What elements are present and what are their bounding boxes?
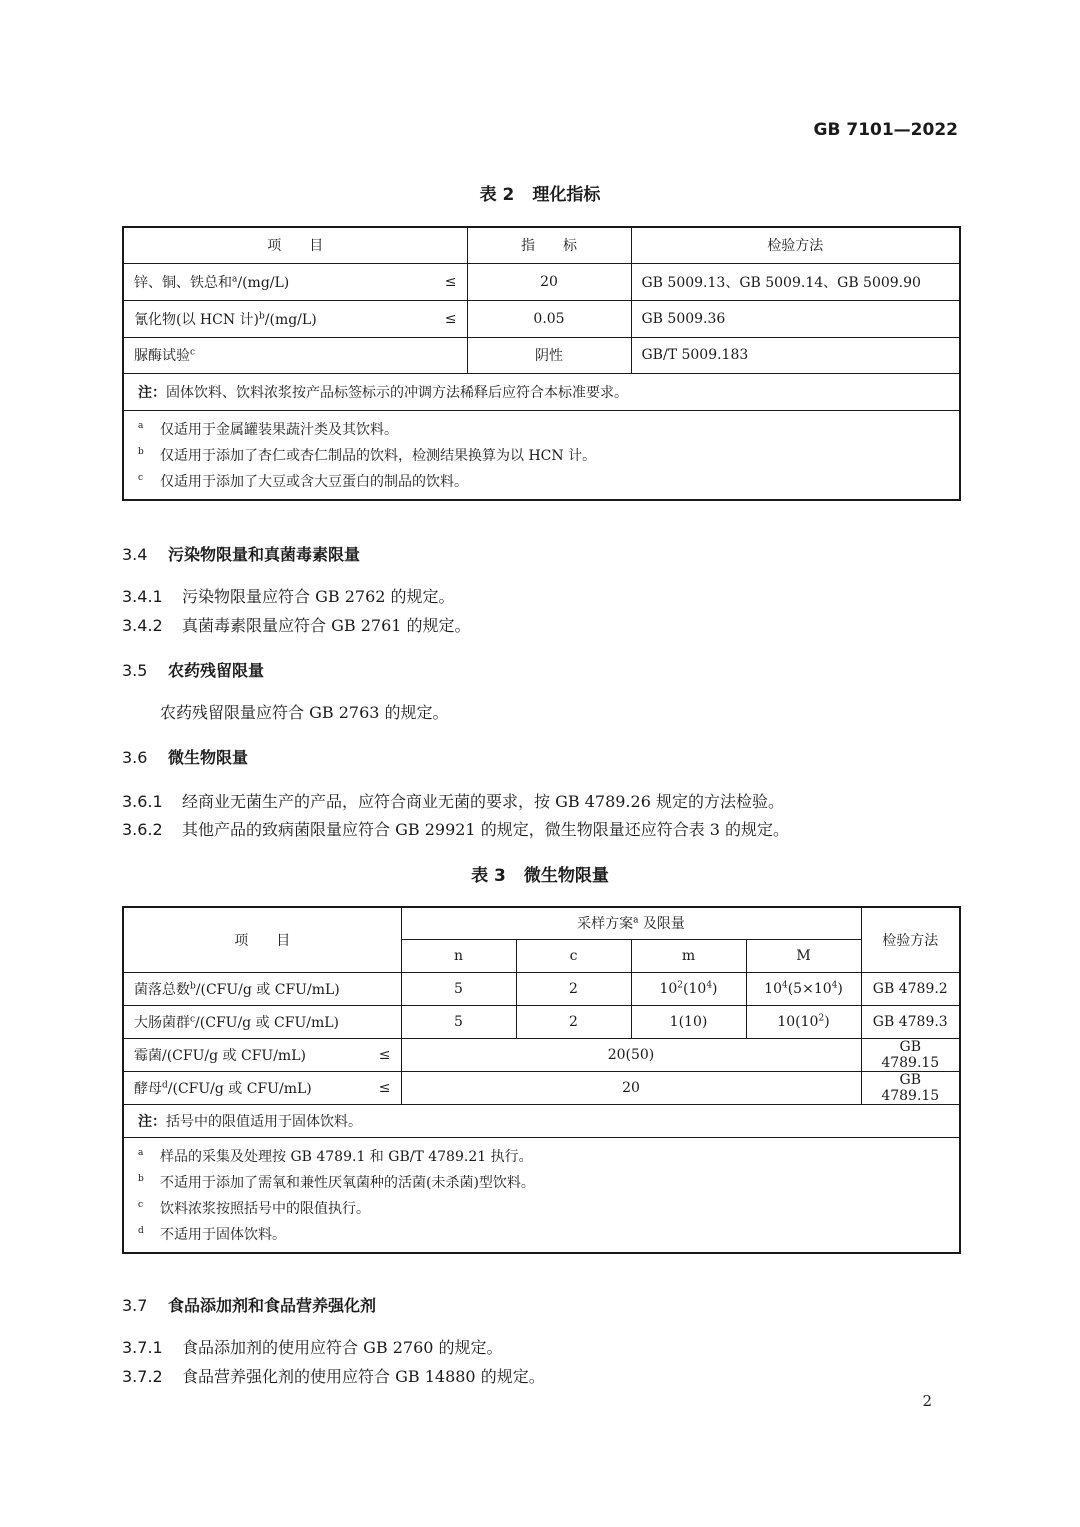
footnote-ref: b — [190, 980, 196, 991]
cell-m — [631, 972, 746, 1005]
row-method: GB 5009.36 — [631, 300, 960, 337]
row-method: GB 5009.13、GB 5009.14、GB 5009.90 — [631, 263, 960, 300]
clause-3-7-1 — [122, 1335, 503, 1358]
cell-M — [746, 1005, 861, 1038]
section-title: 微生物限量 — [168, 748, 249, 767]
M-base: 10 — [764, 980, 782, 997]
section-number: 3.5 — [122, 661, 148, 680]
footnote-mark: a — [138, 1147, 144, 1158]
clause-number: 3.7.2 — [122, 1367, 163, 1386]
footnote-ref: a — [633, 915, 639, 926]
clause-3-4-2 — [122, 613, 471, 636]
section-3-7-heading — [122, 1293, 376, 1316]
clause-number: 3.7.1 — [122, 1338, 163, 1357]
footnote-mark: b — [138, 1173, 144, 1184]
le-symbol: ≤ — [378, 1079, 391, 1096]
table3-head-plan — [401, 907, 861, 939]
clause-3-4-1 — [122, 584, 455, 607]
section-number: 3.6 — [122, 748, 148, 767]
cell-c: 2 — [516, 972, 631, 1005]
row-method: GB/T 5009.183 — [631, 337, 960, 373]
plan-suffix: 及限量 — [638, 916, 685, 933]
row-value: 20 — [467, 263, 631, 300]
row-value: 阴性 — [467, 337, 631, 373]
row-item: 大肠菌群 — [134, 1014, 190, 1031]
table3-head-item: 项 目 — [123, 907, 401, 972]
footnote-text: 饮料浓浆按照括号中的限值执行。 — [160, 1200, 370, 1217]
row-item: 锌、铜、铁总和 — [134, 274, 232, 291]
table2-note — [123, 373, 960, 410]
footnote-mark: c — [138, 472, 144, 483]
M-rest-end: ) — [824, 1013, 830, 1030]
clause-3-6-2 — [122, 817, 789, 840]
clause-text: 经商业无菌生产的产品，应符合商业无菌的要求，按 GB 4789.26 规定的方法检验。 — [182, 792, 784, 811]
clause-text: 污染物限量应符合 GB 2762 的规定。 — [182, 587, 455, 606]
clause-number: 3.6.2 — [122, 820, 163, 839]
section-3-4-heading — [122, 542, 360, 565]
footnote — [138, 417, 945, 443]
note-label: 注： — [138, 1113, 166, 1130]
row-item: 氰化物(以 HCN 计) — [134, 311, 259, 328]
subhead-c: c — [516, 939, 631, 972]
table-row — [123, 972, 960, 1005]
footnote-mark: a — [138, 420, 144, 431]
cell-limit: 20(50) — [401, 1038, 861, 1071]
table-row — [123, 1038, 960, 1071]
table-row — [123, 263, 960, 300]
footnote-mark: d — [138, 1225, 144, 1236]
table-row — [123, 1005, 960, 1038]
table3-caption-label: 表 3 — [471, 866, 506, 886]
note-text: 括号中的限值适用于固体饮料。 — [166, 1113, 362, 1130]
clause-3-7-2 — [122, 1364, 545, 1387]
row-unit: /(CFU/g 或 CFU/mL) — [162, 1047, 306, 1064]
table3-footnotes — [123, 1137, 960, 1253]
footnote-text: 样品的采集及处理按 GB 4789.1 和 GB/T 4789.21 执行。 — [160, 1148, 533, 1165]
table2-caption-label: 表 2 — [479, 185, 515, 205]
M-exp: 4 — [781, 979, 788, 990]
footnote-ref: b — [259, 310, 265, 321]
table2 — [122, 226, 961, 501]
footnote-ref: c — [190, 1013, 196, 1024]
footnote-ref: d — [162, 1079, 168, 1090]
section-3-6-heading — [122, 745, 248, 768]
cell-m: 1(10) — [631, 1005, 746, 1038]
table2-footnotes — [123, 410, 960, 500]
row-value: 0.05 — [467, 300, 631, 337]
footnote — [138, 1170, 945, 1196]
section-number: 3.4 — [122, 545, 148, 564]
M-exp: 2 — [818, 1012, 825, 1023]
m-rest-end: ) — [712, 980, 718, 997]
M-rest: (5×10 — [787, 980, 832, 997]
footnote — [138, 1196, 945, 1222]
footnote — [138, 443, 945, 469]
clause-3-5-text: 农药残留限量应符合 GB 2763 的规定。 — [160, 703, 449, 722]
m-exp: 2 — [677, 979, 684, 990]
table3-note — [123, 1104, 960, 1137]
cell-c: 2 — [516, 1005, 631, 1038]
note-label: 注： — [138, 384, 166, 401]
clause-number: 3.4.2 — [122, 616, 163, 635]
clause-3-6-1 — [122, 789, 784, 812]
table-row — [123, 300, 960, 337]
le-symbol: ≤ — [378, 1046, 391, 1063]
table2-head-item: 项 目 — [123, 227, 467, 263]
row-item: 脲酶试验 — [134, 348, 190, 364]
table3-caption — [0, 861, 1080, 886]
row-item: 菌落总数 — [134, 981, 190, 998]
table2-head-value: 指 标 — [467, 227, 631, 263]
le-symbol: ≤ — [444, 310, 457, 327]
table-row — [123, 1071, 960, 1104]
section-title: 农药残留限量 — [168, 661, 265, 680]
m-rest: (10 — [683, 980, 707, 997]
subhead-n: n — [401, 939, 516, 972]
cell-n: 5 — [401, 1005, 516, 1038]
M-exp2: 4 — [831, 979, 838, 990]
footnote-mark: b — [138, 446, 144, 457]
section-title: 污染物限量和真菌毒素限量 — [168, 545, 361, 564]
footnote — [138, 1144, 945, 1170]
section-title: 食品添加剂和食品营养强化剂 — [168, 1296, 377, 1315]
footnote — [138, 1222, 945, 1248]
subhead-M: M — [746, 939, 861, 972]
row-item: 霉菌 — [134, 1047, 162, 1064]
clause-text: 真菌毒素限量应符合 GB 2761 的规定。 — [182, 616, 471, 635]
note-text: 固体饮料、饮料浓浆按产品标签标示的冲调方法稀释后应符合本标准要求。 — [166, 384, 628, 401]
cell-limit: 20 — [401, 1071, 861, 1104]
standard-code: GB 7101—2022 — [813, 120, 958, 140]
row-unit: /(CFU/g 或 CFU/mL) — [167, 1080, 312, 1097]
footnote-ref: a — [232, 273, 238, 284]
table-row — [123, 337, 960, 373]
cell-method: GB 4789.3 — [861, 1005, 960, 1038]
row-unit: /(CFU/g 或 CFU/mL) — [195, 1014, 340, 1031]
section-3-5-heading — [122, 658, 264, 681]
footnote-text: 仅适用于金属罐装果蔬汁类及其饮料。 — [160, 421, 398, 438]
row-unit: /(mg/L) — [237, 274, 290, 291]
table3-head-method: 检验方法 — [861, 907, 960, 972]
m-exp2: 4 — [706, 979, 713, 990]
le-symbol: ≤ — [444, 273, 457, 290]
footnote-mark: c — [138, 1199, 144, 1210]
table2-caption — [0, 180, 1080, 205]
row-unit: /(CFU/g 或 CFU/mL) — [195, 981, 340, 998]
cell-method: GB 4789.15 — [861, 1071, 960, 1104]
clause-number: 3.4.1 — [122, 587, 163, 606]
row-item: 酵母 — [134, 1080, 162, 1097]
cell-M — [746, 972, 861, 1005]
M-rest-end: ) — [837, 980, 843, 997]
plan-label: 采样方案 — [577, 916, 634, 933]
subhead-m: m — [631, 939, 746, 972]
footnote-text: 不适用于固体饮料。 — [160, 1226, 286, 1243]
table2-caption-title: 理化指标 — [532, 185, 601, 205]
clause-text: 其他产品的致病菌限量应符合 GB 29921 的规定，微生物限量还应符合表 3 的规定。 — [182, 820, 790, 839]
footnote-text: 不适用于添加了需氧和兼性厌氧菌种的活菌(未杀菌)型饮料。 — [160, 1174, 535, 1191]
M-base: 10(10 — [777, 1013, 819, 1030]
page-number: 2 — [922, 1392, 932, 1410]
table3 — [122, 906, 961, 1254]
section-number: 3.7 — [122, 1296, 148, 1315]
cell-method: GB 4789.2 — [861, 972, 960, 1005]
table3-caption-title: 微生物限量 — [523, 866, 609, 886]
footnote — [138, 469, 945, 495]
clause-text: 食品营养强化剂的使用应符合 GB 14880 的规定。 — [182, 1367, 545, 1386]
cell-method: GB 4789.15 — [861, 1038, 960, 1071]
table2-head-method: 检验方法 — [631, 227, 960, 263]
cell-n: 5 — [401, 972, 516, 1005]
clause-text: 食品添加剂的使用应符合 GB 2760 的规定。 — [182, 1338, 503, 1357]
m-base: 10 — [659, 980, 678, 997]
clause-number: 3.6.1 — [122, 792, 163, 811]
footnote-text: 仅适用于添加了大豆或含大豆蛋白的制品的饮料。 — [160, 473, 468, 490]
row-unit: /(mg/L) — [264, 311, 317, 328]
footnote-text: 仅适用于添加了杏仁或杏仁制品的饮料，检测结果换算为以 HCN 计。 — [160, 447, 597, 464]
footnote-ref: c — [190, 347, 196, 358]
